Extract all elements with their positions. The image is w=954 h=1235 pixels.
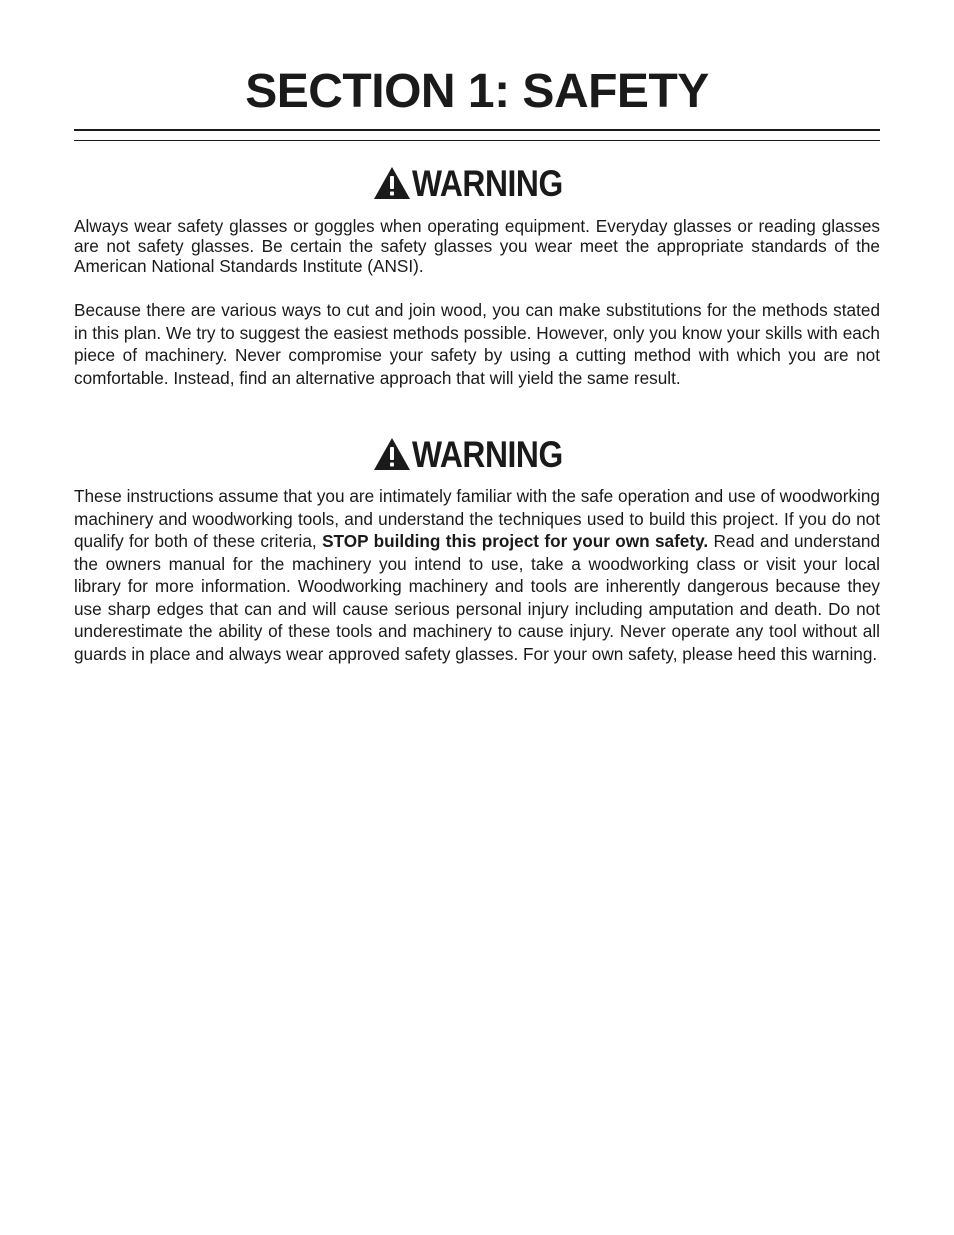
page-title: SECTION 1: SAFETY bbox=[245, 65, 709, 118]
warning-2-text-lead: These instructions assume that you are intimately familiar with the safe operation and use of woodworking machinery and woodworking tools, and understand the techniques used to build this project. If you do not qualify for both of these criteria, bbox=[74, 486, 880, 551]
warning-2-paragraph bbox=[74, 485, 880, 665]
warning-label: WARNING bbox=[411, 434, 563, 475]
warning-heading-1 bbox=[74, 164, 880, 204]
warning-2-text-tail: Read and understand the owners manual for the machinery you intend to use, take a woodworking class or visit your local library for more information. Woodworking machinery and tools are inherently dangerous because they use sharp edges that can and will cause serious personal injury including amputation and death. Do not underestimate the ability of these tools and machinery to cause injury. Never operate any tool without all guards in place and always wear approved safety glasses. For your own safety, please heed this warning. bbox=[74, 531, 881, 664]
title-divider-thin bbox=[74, 140, 880, 141]
warning-1-paragraph-2: Because there are various ways to cut and join wood, you can make substitutions for the methods stated in this plan. We try to suggest the easiest methods possible. However, only you know your skills with each piece of machinery. Never compromise your safety by using a cutting method with which you are not comfortable. Instead, find an alternative approach that will yield the same result. bbox=[74, 300, 880, 388]
warning-1-paragraph-1: Always wear safety glasses or goggles when operating equipment. Everyday glasses or reading glasses are not safety glasses. Be certain the safety glasses you wear meet the appropriate standards of the American National Standards Institute (ANSI). bbox=[74, 216, 880, 276]
warning-triangle-icon bbox=[373, 166, 411, 200]
warning-triangle-icon bbox=[373, 437, 411, 471]
warning-2-stop-emphasis: STOP building this project for your own safety. bbox=[322, 531, 709, 551]
title-divider-thick bbox=[74, 129, 880, 131]
warning-heading-2 bbox=[74, 435, 880, 475]
warning-label: WARNING bbox=[411, 163, 563, 204]
